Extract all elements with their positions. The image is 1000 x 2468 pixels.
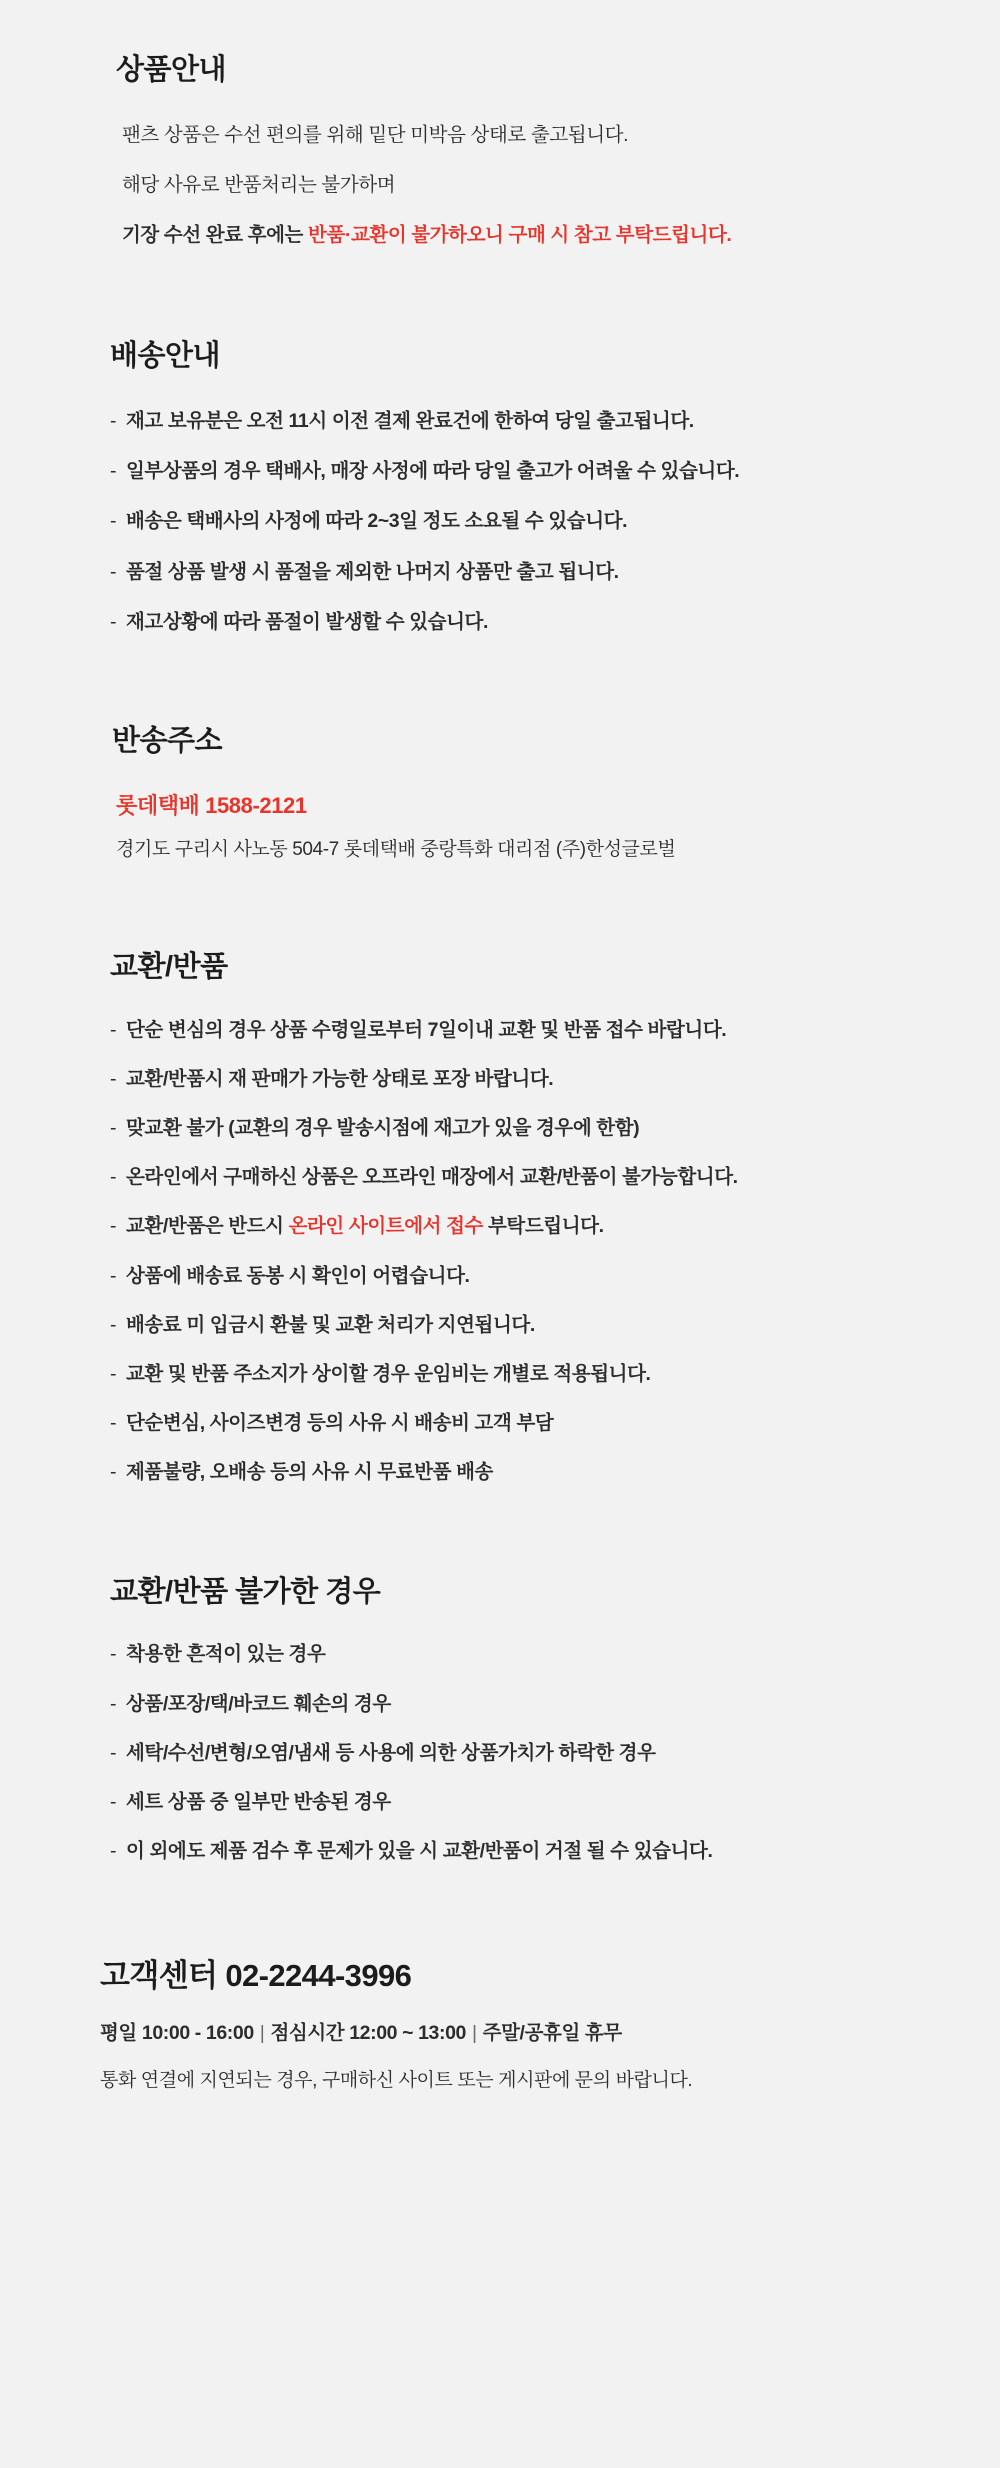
delivery-item-5: 재고상황에 따라 품절이 발생할 수 있습니다. (126, 610, 488, 633)
list-item (110, 1457, 940, 1487)
delivery-item-1: 재고 보유분은 오전 11시 이전 결제 완료건에 한하여 당일 출고됩니다. (126, 410, 694, 433)
hours-separator-1: | (259, 2022, 265, 2045)
dash-marker: - (110, 560, 117, 583)
delivery-item-4: 품절 상품 발생 시 품절을 제외한 나머지 상품만 출고 됩니다. (126, 560, 619, 583)
dash-marker: - (110, 1363, 117, 1386)
section-no-exchange (0, 1488, 1000, 1867)
dash-marker: - (110, 510, 117, 533)
exchange-item-6: 상품에 배송료 동봉 시 확인이 어렵습니다. (126, 1264, 470, 1287)
no-exchange-item-4: 세트 상품 중 일부만 반송된 경우 (126, 1791, 391, 1814)
customer-center-note: 통화 연결에 지연되는 경우, 구매하신 사이트 또는 게시판에 문의 바랍니다. (100, 2070, 693, 2092)
exchange-item-5-prefix: 교환/반품은 반드시 (126, 1215, 289, 1238)
delivery-item-3: 배송은 택배사의 사정에 따라 2~3일 정도 소요될 수 있습니다. (126, 510, 628, 533)
dash-marker: - (110, 1166, 117, 1189)
dash-marker: - (110, 1643, 117, 1666)
section-title-product-info: 상품안내 (116, 54, 227, 86)
list-item (110, 1639, 940, 1669)
list-item (110, 1408, 940, 1438)
hours-weekday: 평일 10:00 - 16:00 (100, 2022, 254, 2045)
list-item (110, 1787, 940, 1817)
hours-weekend: 주말/공휴일 휴무 (482, 2022, 622, 2045)
customer-center-title: 고객센터 02-2244-3996 (100, 1958, 412, 1994)
exchange-item-8: 교환 및 반품 주소지가 상이할 경우 운임비는 개별로 적용됩니다. (126, 1363, 651, 1386)
section-exchange-return (0, 861, 1000, 1488)
customer-center-hours (100, 2017, 940, 2045)
dash-marker: - (110, 1313, 117, 1336)
product-info-line-1: 팬츠 상품은 수선 편의를 위해 밑단 미박음 상태로 출고됩니다. (122, 123, 629, 146)
return-courier: 롯데택배 1588-2121 (116, 792, 307, 818)
exchange-item-7: 배송료 미 입금시 환불 및 교환 처리가 지연됩니다. (126, 1313, 535, 1336)
list-item (110, 1162, 940, 1192)
section-title-exchange-return: 교환/반품 (110, 950, 228, 983)
dash-marker: - (110, 1840, 117, 1863)
list-item (110, 506, 940, 536)
dash-marker: - (110, 1215, 117, 1238)
product-info-warning-prefix: 기장 수선 완료 후에는 (122, 224, 309, 247)
product-info-lines (116, 120, 940, 251)
no-exchange-item-2: 상품/포장/택/바코드 훼손의 경우 (126, 1692, 391, 1715)
return-address-text: 경기도 구리시 사노동 504-7 롯데택배 중랑특화 대리점 (주)한성글로벌 (116, 838, 676, 860)
delivery-info-list (110, 406, 940, 637)
list-item (110, 1211, 940, 1241)
list-item (110, 456, 940, 486)
list-item (110, 1836, 940, 1866)
exchange-item-4: 온라인에서 구매하신 상품은 오프라인 매장에서 교환/반품이 불가능합니다. (126, 1166, 738, 1189)
exchange-item-1: 단순 변심의 경우 상품 수령일로부터 7일이내 교환 및 반품 접수 바랍니다. (126, 1018, 727, 1041)
section-customer-center (0, 1866, 1000, 2212)
list-item (110, 1015, 940, 1045)
section-title-return-address: 반송주소 (112, 725, 223, 758)
no-exchange-item-3: 세탁/수선/변형/오염/냄새 등 사용에 의한 상품가치가 하락한 경우 (126, 1741, 656, 1764)
dash-marker: - (110, 1018, 117, 1041)
dash-marker: - (110, 1692, 117, 1715)
exchange-item-2: 교환/반품시 재 판매가 가능한 상태로 포장 바랍니다. (126, 1067, 554, 1090)
exchange-item-5-highlight: 온라인 사이트에서 접수 (288, 1215, 483, 1238)
no-exchange-list (110, 1639, 940, 1866)
exchange-item-5-suffix: 부탁드립니다. (482, 1215, 604, 1238)
section-title-delivery-info: 배송안내 (110, 340, 221, 373)
section-delivery-info (0, 250, 1000, 637)
dash-marker: - (110, 1264, 117, 1287)
product-info-warning (122, 220, 940, 250)
product-info-line-2: 해당 사유로 반품처리는 불가하며 (122, 173, 396, 196)
dash-marker: - (110, 410, 117, 433)
dash-marker: - (110, 460, 117, 483)
section-title-no-exchange: 교환/반품 불가한 경우 (110, 1575, 381, 1608)
list-item (110, 1359, 940, 1389)
exchange-item-3: 맞교환 불가 (교환의 경우 발송시점에 재고가 있을 경우에 한함) (126, 1116, 640, 1139)
list-item (110, 607, 940, 637)
hours-separator-2: | (472, 2022, 477, 2045)
list-item (110, 406, 940, 436)
hours-lunch: 점심시간 12:00 ~ 13:00 (270, 2022, 466, 2045)
product-info-warning-red: 반품·교환이 불가하오니 구매 시 참고 부탁드립니다. (308, 224, 732, 247)
list-item (110, 1113, 940, 1143)
dash-marker: - (110, 610, 117, 633)
dash-marker: - (110, 1412, 117, 1435)
no-exchange-item-1: 착용한 흔적이 있는 경우 (126, 1643, 326, 1666)
dash-marker: - (110, 1116, 117, 1139)
exchange-item-5 (126, 1211, 604, 1241)
dash-marker: - (110, 1741, 117, 1764)
exchange-item-9: 단순변심, 사이즈변경 등의 사유 시 배송비 고객 부담 (126, 1412, 554, 1435)
list-item (110, 1261, 940, 1291)
delivery-item-2: 일부상품의 경우 택배사, 매장 사정에 따라 당일 출고가 어려울 수 있습니다. (126, 460, 740, 483)
list-item (110, 1689, 940, 1719)
no-exchange-item-5: 이 외에도 제품 검수 후 문제가 있을 시 교환/반품이 거절 될 수 있습니다. (126, 1840, 713, 1863)
list-item (110, 1310, 940, 1340)
section-product-info (0, 0, 1000, 250)
exchange-return-list (110, 1015, 940, 1488)
dash-marker: - (110, 1461, 117, 1484)
section-return-address (0, 637, 1000, 861)
list-item (110, 557, 940, 587)
dash-marker: - (110, 1791, 117, 1814)
dash-marker: - (110, 1067, 117, 1090)
exchange-item-10: 제품불량, 오배송 등의 사유 시 무료반품 배송 (126, 1461, 493, 1484)
list-item (110, 1064, 940, 1094)
list-item (110, 1738, 940, 1768)
